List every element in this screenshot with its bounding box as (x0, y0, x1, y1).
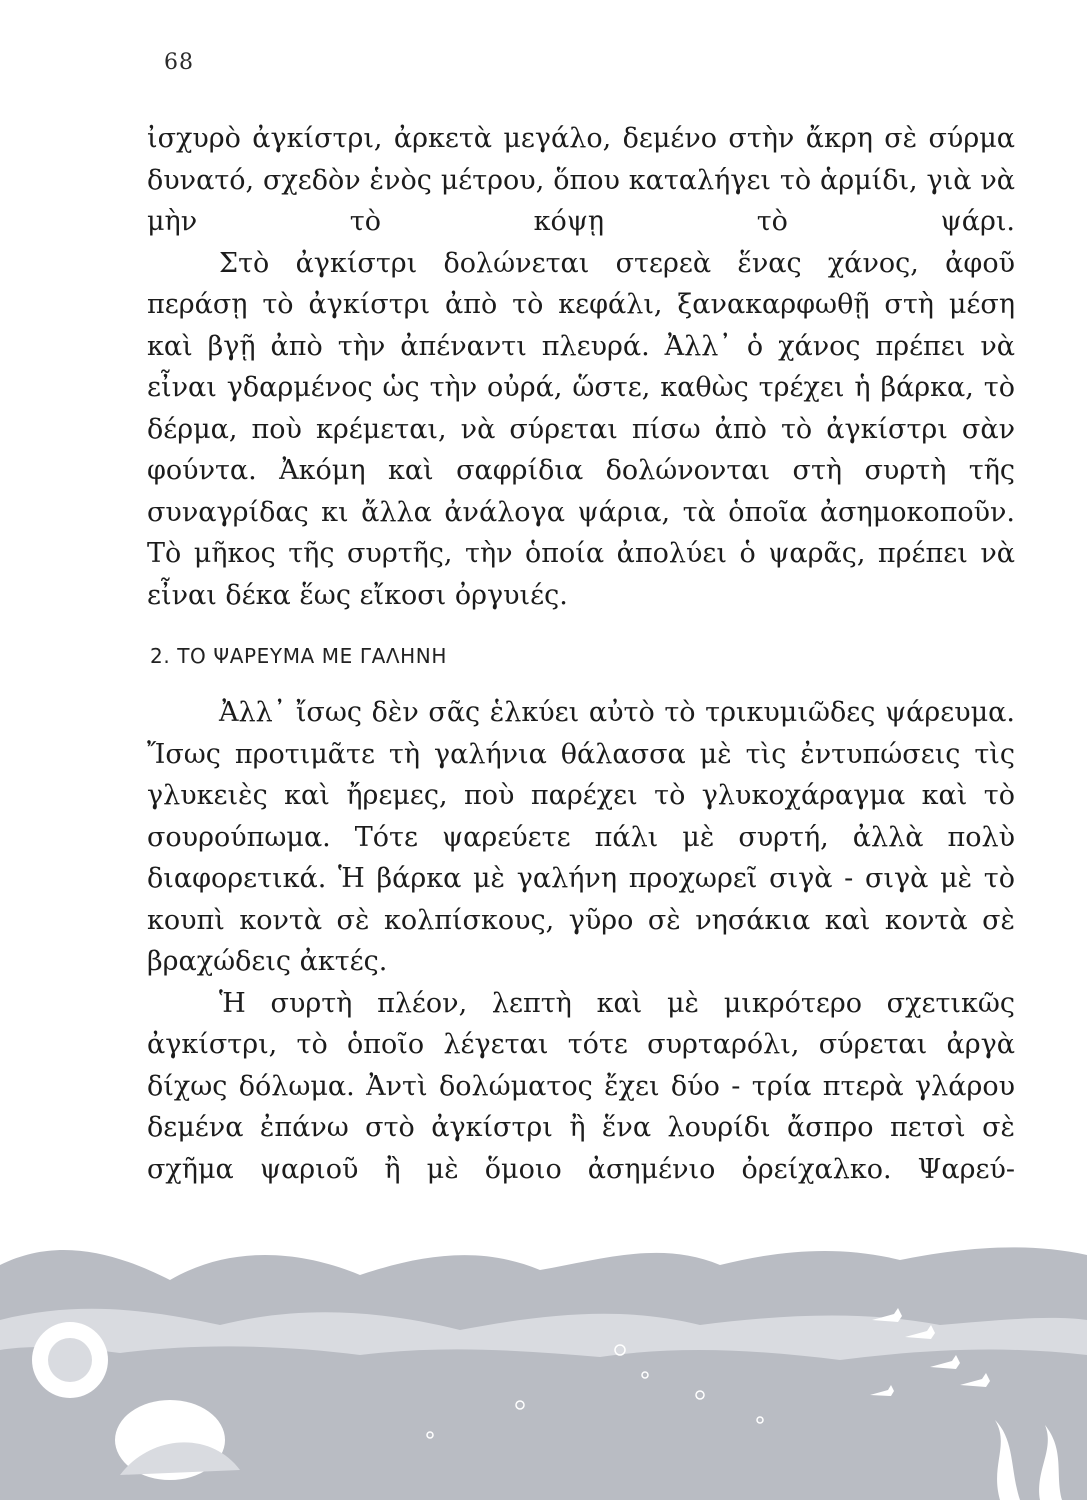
paragraph: ἰσχυρὸ ἀγκίστρι, ἀρκετὰ μεγάλο, δεμένο στὴν ἄκρη σὲ σύρμα δυνατό, σχεδὸν ἑνὸς μέτρου, ὅπου καταλήγει τὸ ἁρμίδι, γιὰ νὰ μὴν τὸ κόψῃ τὸ ψάρι. (147, 123, 1015, 237)
paragraph: Ἀλλ᾽ ἴσως δὲν σᾶς ἑλκύει αὐτὸ τὸ τρικυμιῶδες ψάρευμα. Ἴσως προτιμᾶτε τὴ γαλήνια θάλασσα μὲ τὶς ἐντυπώσεις τὶς γλυκειὲς καὶ ἤρεμες, ποὺ παρέχει τὸ γλυκοχάραγμα καὶ τὸ σουρούπωμα. Τότε ψαρεύετε πάλι μὲ συρτή, ἀλλὰ πολὺ διαφορετικά. Ἡ βάρκα μὲ γαλήνη προχωρεῖ σιγὰ - σιγὰ μὲ τὸ κουπὶ κοντὰ σὲ κολπίσκους, γῦρο σὲ νησάκια καὶ κοντὰ σὲ βραχώδεις ἀκτές. (147, 697, 1015, 977)
paragraph: Στὸ ἀγκίστρι δολώνεται στερεὰ ἕνας χάνος, ἀφοῦ περάσῃ τὸ ἀγκίστρι ἀπὸ τὸ κεφάλι, ξανακαρφωθῇ στὴ μέση καὶ βγῇ ἀπὸ τὴν ἀπέναντι πλευρά. Ἀλλ᾽ ὁ χάνος πρέπει νὰ εἶναι γδαρμένος ὡς τὴν οὐρά, ὥστε, καθὼς τρέχει ἡ βάρκα, τὸ δέρμα, ποὺ κρέμεται, νὰ σύρεται πίσω ἀπὸ τὸ ἀγκίστρι σὰν φούντα. Ἀκόμη καὶ σαφρίδια δολώνονται στὴ συρτὴ τῆς συναγρίδας κι ἄλλα ἀνάλογα ψάρια, τὰ ὁποῖα ἀσημοκοποῦν. Τὸ μῆκος τῆς συρτῆς, τὴν ὁποία ἀπολύει ὁ ψαρᾶς, πρέπει νὰ εἶναι δέκα ἕως εἴκοσι ὀργυιές. (147, 247, 1015, 611)
text-block-1 (147, 118, 1015, 616)
section-heading: 2. ΤΟ ΨΑΡΕΥΜΑ ΜΕ ΓΑΛΗΝΗ (150, 644, 447, 668)
text-block-2 (147, 692, 1015, 1190)
page-number: 68 (164, 50, 194, 75)
sea-fish-woodcut-icon (0, 1225, 1087, 1500)
paragraph: Ἡ συρτὴ πλέον, λεπτὴ καὶ μὲ μικρότερο σχετικῶς ἀγκίστρι, τὸ ὁποῖο λέγεται τότε συρταρόλι, σύρεται ἀργὰ δίχως δόλωμα. Ἀντὶ δολώματος ἔχει δύο - τρία πτερὰ γλάρου δεμένα ἐπάνω στὸ ἀγκίστρι ἢ ἕνα λουρίδι ἄσπρο πετσὶ σὲ σχῆμα ψαριοῦ ἢ μὲ ὅμοιο ἀσημένιο ὀρείχαλκο. Ψαρεύ- (147, 987, 1015, 1185)
